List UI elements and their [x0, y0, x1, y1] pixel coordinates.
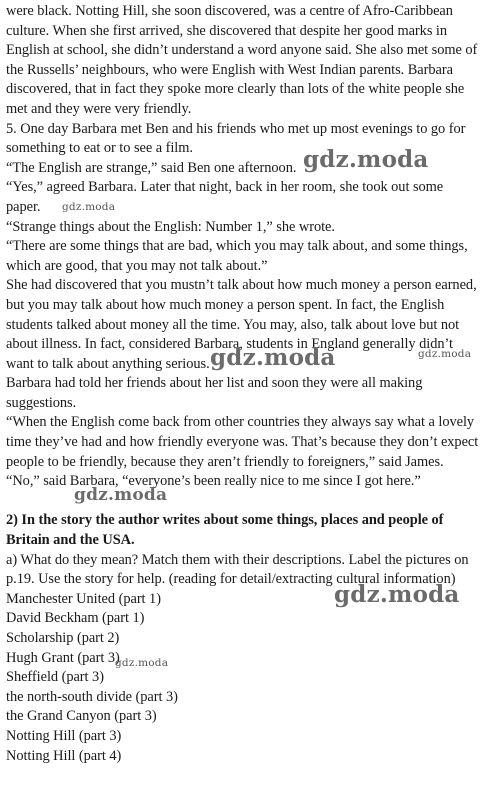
text-line: people to be friendly, because they aren’t friendly to foreigners,” said James.: [6, 453, 444, 470]
list-item: Notting Hill (part 4): [6, 747, 122, 764]
text-line: “Strange things about the English: Number 1,” she wrote.: [6, 218, 335, 235]
text-line: She had discovered that you mustn’t talk about how much money a person earned,: [6, 277, 477, 294]
watermark: gdz.moda: [74, 485, 168, 505]
text-line: about illness. In fact, considered Barbara, students in England generally didn’t: [6, 336, 453, 353]
text-line: met and they were very friendly.: [6, 100, 192, 117]
task-instruction: a) What do they mean? Match them with their descriptions. Label the pictures on: [6, 551, 469, 568]
list-item: Sheffield (part 3): [6, 669, 104, 686]
text-line: discovered, that in fact they spoke more clearly than lots of the white people she: [6, 81, 465, 98]
text-line: the Russells’ neighbours, who were English with West Indian parents. Barbara: [6, 61, 453, 78]
watermark: gdz.moda: [334, 581, 460, 608]
document-text: [6, 2, 496, 766]
text-line: “When the English come back from other countries they always say what a lovely: [6, 414, 475, 431]
list-item: Hugh Grant (part 3): [6, 649, 120, 666]
text-line: but you may talk about how much money a person spent. In fact, the English: [6, 296, 445, 313]
text-line: students talked about money all the time. You may, also, talk about love but not: [6, 316, 460, 333]
watermark: gdz.moda: [210, 344, 336, 371]
list-item: Notting Hill (part 3): [6, 727, 122, 744]
text-line: “Yes,” agreed Barbara. Later that night, back in her room, she took out some: [6, 179, 444, 196]
text-line: want to talk about anything serious.: [6, 355, 210, 372]
list-item: the Grand Canyon (part 3): [6, 708, 157, 725]
text-line: paper.: [6, 198, 41, 215]
watermark: gdz.moda: [115, 657, 169, 669]
watermark: gdz.moda: [418, 348, 472, 360]
task-heading: Britain and the USA.: [6, 532, 135, 549]
text-line: time they’ve had and how friendly everyone was. That’s because they don’t expect: [6, 434, 479, 451]
watermark: gdz.moda: [303, 146, 429, 173]
text-line: Barbara had told her friends about her list and soon they were all making: [6, 375, 423, 392]
text-line: 5. One day Barbara met Ben and his friends who met up most evenings to go for: [6, 120, 466, 137]
text-line: suggestions.: [6, 394, 77, 411]
text-line: something to eat or to see a film.: [6, 140, 193, 157]
list-item: Manchester United (part 1): [6, 590, 161, 607]
text-line: English at school, she didn’t understand a word anyone said. She also met some of: [6, 42, 478, 59]
list-item: the north-south divide (part 3): [6, 688, 178, 705]
text-line: “No,” said Barbara, “everyone’s been really nice to me since I got here.”: [6, 473, 421, 490]
text-line: “There are some things that are bad, which you may talk about, and some things,: [6, 238, 468, 255]
text-line: “The English are strange,” said Ben one afternoon.: [6, 159, 297, 176]
text-line: culture. When she first arrived, she discovered that despite her good marks in: [6, 22, 448, 39]
text-line: were black. Notting Hill, she soon discovered, was a centre of Afro-Caribbean: [6, 3, 453, 19]
watermark: gdz.moda: [62, 201, 116, 213]
list-item: Scholarship (part 2): [6, 630, 120, 646]
text-line: which are good, that you may not talk about.”: [6, 257, 268, 274]
task-instruction: p.19. Use the story for help. (reading for detail/extracting cultural information): [6, 571, 456, 588]
task-heading: 2) In the story the author writes about some things, places and people of: [6, 512, 444, 529]
list-item: David Beckham (part 1): [6, 610, 145, 627]
